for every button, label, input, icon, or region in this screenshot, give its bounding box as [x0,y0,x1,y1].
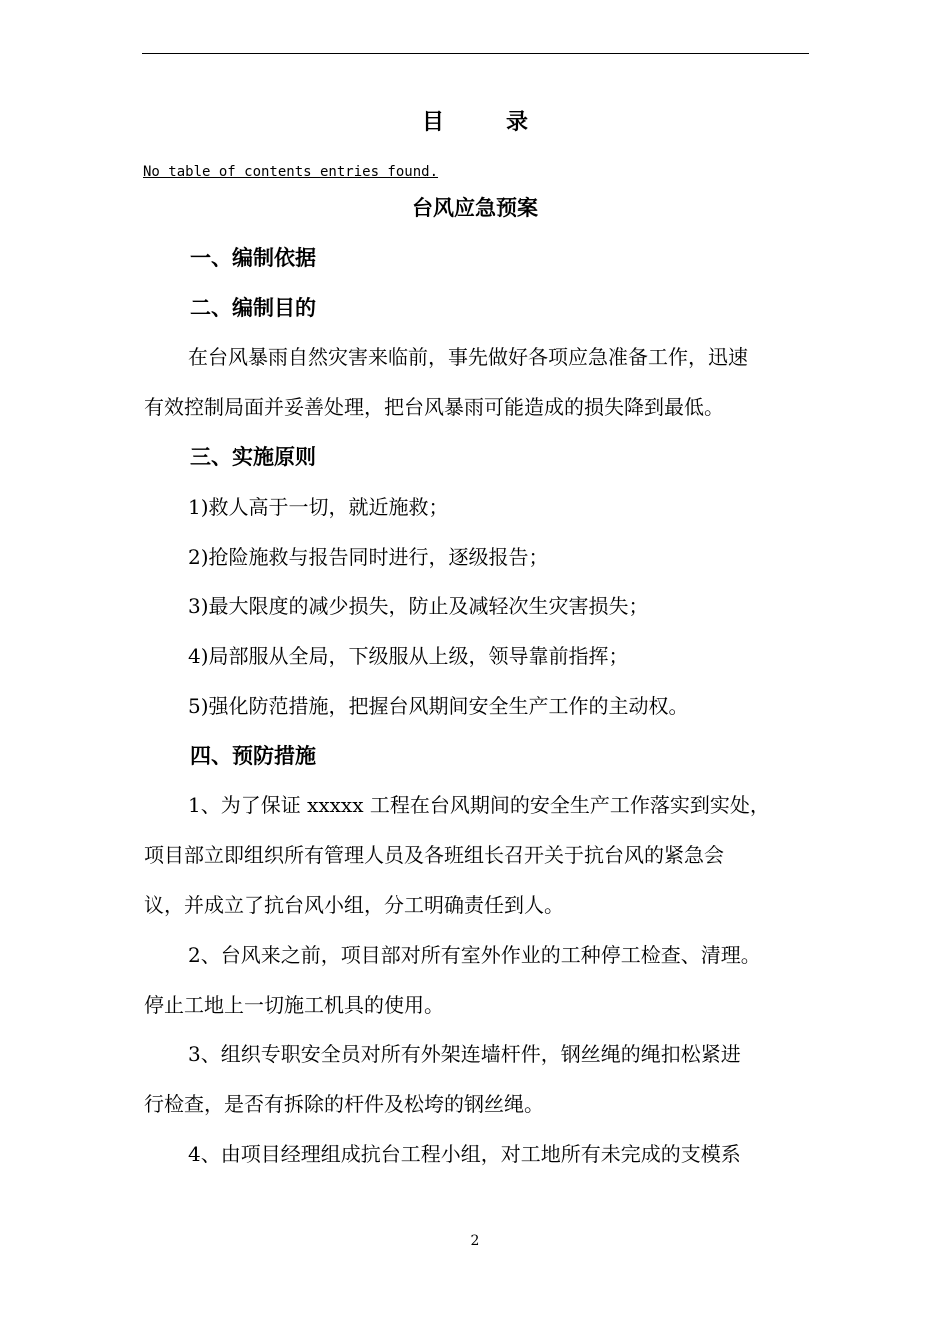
list-item: 1)救人高于一切，就近施救； [188,495,449,519]
list-item: 2)抢险施救与报告同时进行，逐级报告； [188,545,549,569]
heading-basis: 一、编制依据 [190,246,316,270]
paragraph-line: 停止工地上一切施工机具的使用。 [144,993,444,1017]
heading-principles: 三、实施原则 [190,445,316,469]
list-item: 4)局部服从全局，下级服从上级，领导靠前指挥； [188,644,629,668]
paragraph-line: 议，并成立了抗台风小组，分工明确责任到人。 [144,893,564,917]
paragraph-line: 行检查，是否有拆除的杆件及松垮的钢丝绳。 [144,1092,544,1116]
list-item: 5)强化防范措施，把握台风期间安全生产工作的主动权。 [188,694,689,718]
toc-title: 目录 [421,110,590,135]
document-title: 台风应急预案 [412,196,538,220]
paragraph-line: 项目部立即组织所有管理人员及各班组长召开关于抗台风的紧急会 [144,843,724,867]
heading-prevention: 四、预防措施 [190,744,316,768]
paragraph-line: 有效控制局面并妥善处理，把台风暴雨可能造成的损失降到最低。 [144,395,724,419]
paragraph-line: 2、台风来之前，项目部对所有室外作业的工种停工检查、清理。 [188,943,761,967]
heading-purpose: 二、编制目的 [190,296,316,320]
list-item: 3)最大限度的减少损失，防止及减轻次生灾害损失； [188,594,649,618]
paragraph-line: 在台风暴雨自然灾害来临前，事先做好各项应急准备工作，迅速 [188,345,748,369]
paragraph-line: 3、组织专职安全员对所有外架连墙杆件，钢丝绳的绳扣松紧进 [188,1042,741,1066]
header-rule [142,53,809,54]
paragraph-line: 4、由项目经理组成抗台工程小组，对工地所有未完成的支模系 [188,1142,741,1166]
paragraph-line: 1、为了保证 xxxxx 工程在台风期间的安全生产工作落实到实处， [188,793,770,817]
page-number: 2 [470,1233,480,1249]
toc-empty-message: No table of contents entries found. [143,164,439,180]
